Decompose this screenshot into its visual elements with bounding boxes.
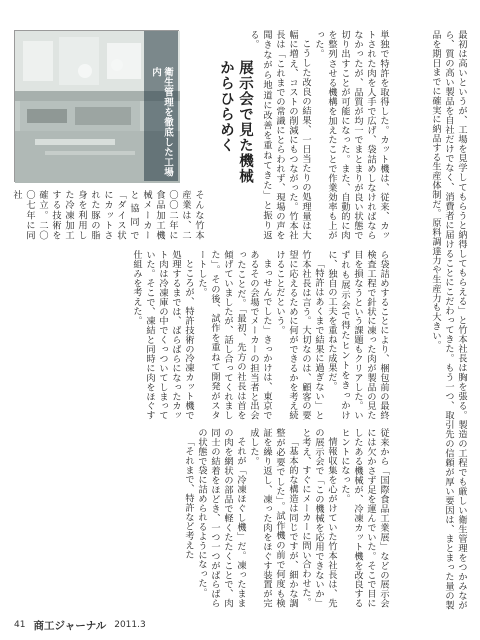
heading-line-1: 展示会で見た機械 [237, 60, 253, 184]
paragraph: 「特許はあくまで結果に過ぎない」と竹本社長は言う。大切なのは、顧客の要望に応えるために何ができるかを考え続けることだという。 [274, 250, 324, 420]
photo-caption [144, 31, 178, 181]
photo-caption-text: 衛生管理を徹底した工場内 [150, 67, 173, 177]
paragraph: 「基本的な構造は同じですが、細かな調整が必要でした」。試作機の前で何度も検証を繰り返し、凍った肉をほぐす装置が完成した。 [248, 428, 298, 608]
paragraph: 単独で特許を取得した。カット機は、従来、カットされた肉を人手で広げ、袋詰めしなければならなかったが、品質が均一でまとまりが良い状態で切り出すことが可能になった。また、自動的に肉を整列させる機構を加えたことで作業効率も上がった。 [313, 30, 389, 240]
intro-column [11, 190, 205, 240]
section-heading [214, 60, 254, 190]
magazine-title: 商工ジャーナル [33, 619, 107, 632]
paragraph: 情報収集を心がけていた竹本社長は、先の展示会で「この機械を応用できないか」と考え、すぐにメーカーに問い合わせた。 [300, 428, 337, 608]
body-columns-bottom [14, 428, 390, 608]
heading-line-2: からひらめく [218, 60, 234, 153]
paragraph: まっせんでした」きっかけは、東京であるその会場でメーカーの担当者と出会ったことだ。「最初、先方の社長は首を傾げていましたが、話し合ってくれました」。その後、試作を重ねて開発がスタートした。 [196, 250, 272, 420]
paragraph: 最初は高いというが、工場を見学してもらうと納得してもらえる」と竹本社長は胸を張る。製造の工程でも厳しい衛生管理をつかみながら、質の高い製品を自社だけでなく、消費者に届けることにこだわってきた。もう一つ、取引先の信頼が厚い要因は、まとまった量の製品を期日までに確実に納品する生産体制だ。原料調達力や生産力も大きい。 [430, 30, 467, 610]
body-columns-middle [14, 250, 390, 420]
paragraph: 「それまで、特許など考えた [183, 437, 194, 560]
paragraph: ら袋詰めすることにより、梱包前の最終検査工程で針状に凍った肉が製品の見た目を損なうという課題もクリアした。いずれも展示会で得たヒントをきっかけに、独自の工夫を重ねた成果だ。 [326, 250, 389, 420]
issue-date: 2011.3 [114, 620, 146, 630]
body-column-right [390, 30, 468, 610]
paragraph: 従来から「国際食品工業展」などの展示会には欠かさず足を運んでいた。そこで目にしたある機械が、冷凍カット機を改良するヒントになった。 [339, 428, 389, 608]
page-footer [14, 618, 146, 632]
paragraph: こうした改良の結果、一日当たりの処理量は大幅に増え、コストの削減にもつながった。竹本社長は「これまでの常識にとらわれず、現場の声を聞きながら地道に改善を重ねてきた」と振り返る。 [248, 30, 311, 240]
page-number: 41 [14, 620, 26, 630]
paragraph: ところが、特許技術の冷凍カット機で処理するまでは、ばらばらになったカット肉は冷凍庫の中でくっついてしまっていた。そこで、凍結と同時に肉をほぐす仕組みを考えた。 [131, 250, 194, 420]
factory-photo [14, 30, 179, 182]
paragraph: そんな竹本産業は、二〇〇二年に食品加工機械メーカーと協同で「ダイス状にカットされた豚の脂身を利用した冷凍加工する技術を確立。二〇〇七年に同社 [11, 190, 204, 240]
paragraph: それが「冷凍ほぐし機」だ。凍ったままの肉を網状の部品で軽くたたくことで、肉同士の結着をほどき、一つ一つがばらばらの状態で袋に詰められるようになった。 [196, 428, 246, 608]
